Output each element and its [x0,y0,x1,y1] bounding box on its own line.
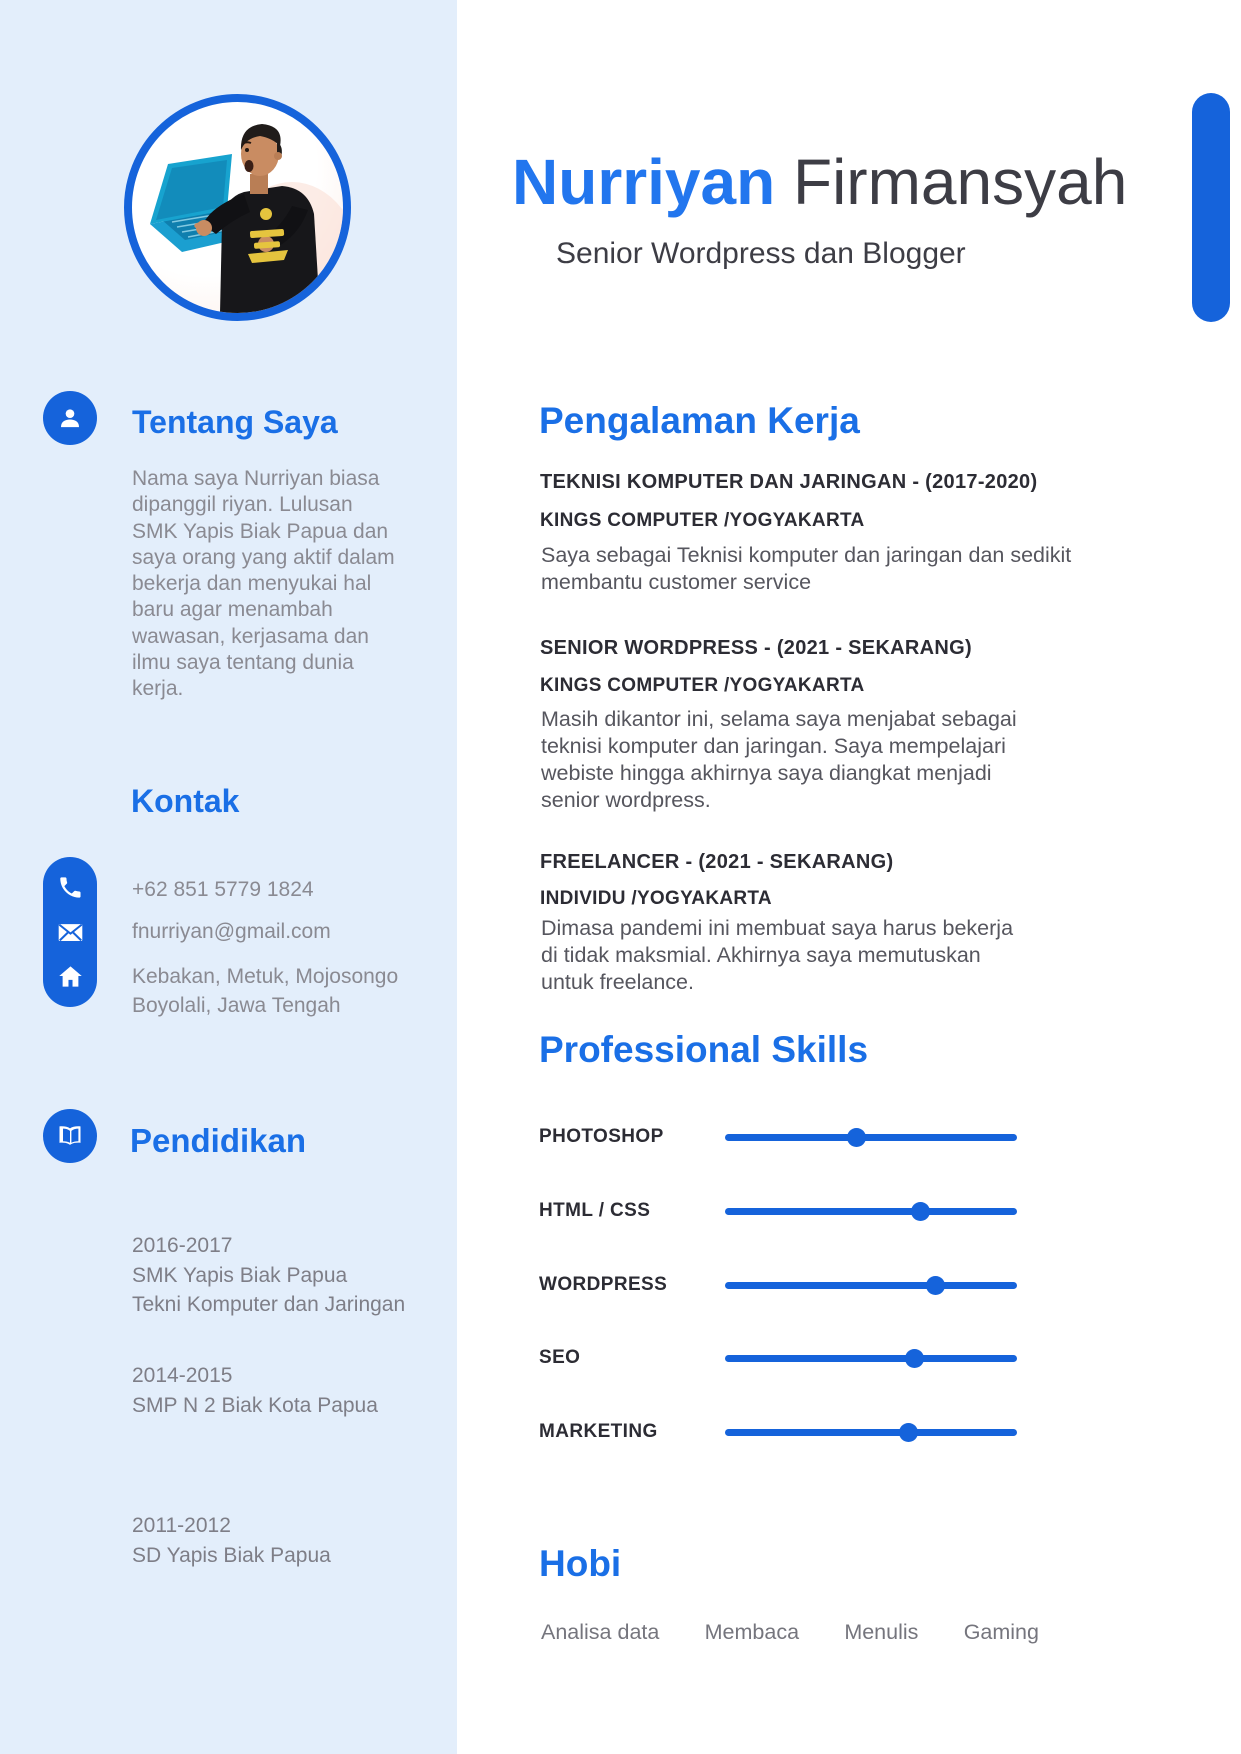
skill-label: HTML / CSS [539,1200,651,1221]
about-text: Nama saya Nurriyan biasa dipanggil riyan. Lulusan SMK Yapis Biak Papua dan saya orang yang aktif dalam bekerja dan menyukai hal baru agar menambah wawasan, kerjasama dan ilmu saya tentang dunia kerja. [132,467,395,701]
hobbies-heading: Hobi [539,1543,622,1584]
slider-knob[interactable] [847,1128,866,1147]
skill-slider[interactable] [725,1134,1017,1141]
education-heading: Pendidikan [130,1122,307,1159]
education-years: 2011-2012 [132,1514,231,1537]
skill-label: MARKETING [539,1421,658,1442]
about-heading: Tentang Saya [132,404,338,440]
education-major: Tekni Komputer dan Jaringan [132,1293,406,1316]
person-portrait-illustration [132,102,343,313]
skill-label: PHOTOSHOP [539,1126,664,1147]
job-role: FREELANCER - (2021 - SEKARANG) [540,851,894,873]
job-company: INDIVIDU /YOGYAKARTA [540,888,772,909]
education-years: 2014-2015 [132,1364,233,1387]
slider-knob[interactable] [911,1202,930,1221]
education-entry [132,1361,378,1420]
job-role: TEKNISI KOMPUTER DAN JARINGAN - (2017-2020) [540,471,1038,493]
phone-number: +62 851 5779 1824 [132,878,314,901]
first-name: Nurriyan [512,146,776,218]
education-entry [132,1511,331,1570]
hobby-list [541,1620,1039,1645]
person-icon [43,391,97,445]
phone-icon [57,874,84,901]
decorative-accent-bar [1192,93,1230,322]
education-entry [132,1231,405,1320]
profile-photo [124,94,351,321]
email-address: fnurriyan@gmail.com [132,920,331,943]
experience-heading: Pengalaman Kerja [539,400,860,441]
skills-heading: Professional Skills [539,1029,869,1070]
job-description: Saya sebagai Teknisi komputer dan jaringan dan sedikit membantu customer service [541,543,1072,594]
slider-knob[interactable] [899,1423,918,1442]
skill-label: WORDPRESS [539,1274,668,1295]
education-years: 2016-2017 [132,1234,233,1257]
job-description: Dimasa pandemi ini membuat saya harus bekerja di tidak maksmial. Akhirnya saya memutuskan untuk freelance. [541,916,1014,994]
job-company: KINGS COMPUTER /YOGYAKARTA [540,510,865,531]
home-icon [57,963,84,990]
job-role: SENIOR WORDPRESS - (2021 - SEKARANG) [540,637,972,659]
skill-slider[interactable] [725,1429,1017,1436]
education-school: SMK Yapis Biak Papua [132,1263,348,1287]
skill-slider[interactable] [725,1355,1017,1362]
slider-knob[interactable] [926,1276,945,1295]
contact-heading: Kontak [131,783,240,819]
skill-slider[interactable] [725,1208,1017,1215]
hobby-item: Gaming [963,1620,1039,1644]
skill-label: SEO [539,1347,581,1368]
last-name: Firmansyah [792,146,1128,218]
mail-icon [57,919,84,946]
education-school: SMP N 2 Biak Kota Papua [132,1393,378,1417]
job-subtitle: Senior Wordpress dan Blogger [556,237,966,270]
slider-knob[interactable] [905,1349,924,1368]
contact-icon-pill [43,857,97,1007]
hobby-item: Menulis [844,1620,919,1644]
postal-address: Kebakan, Metuk, Mojosongo Boyolali, Jawa Tengah [132,965,399,1017]
book-icon [43,1109,97,1163]
hobby-item: Membaca [704,1620,800,1644]
job-company: KINGS COMPUTER /YOGYAKARTA [540,675,865,696]
job-description: Masih dikantor ini, selama saya menjabat sebagai teknisi komputer dan jaringan. Saya mempelajari webiste hingga akhirnya saya diangkat menjadi senior wordpress. [541,707,1017,812]
education-school: SD Yapis Biak Papua [132,1543,331,1567]
skill-slider[interactable] [725,1282,1017,1289]
page-title [512,146,1128,218]
hobby-item: Analisa data [541,1620,660,1644]
